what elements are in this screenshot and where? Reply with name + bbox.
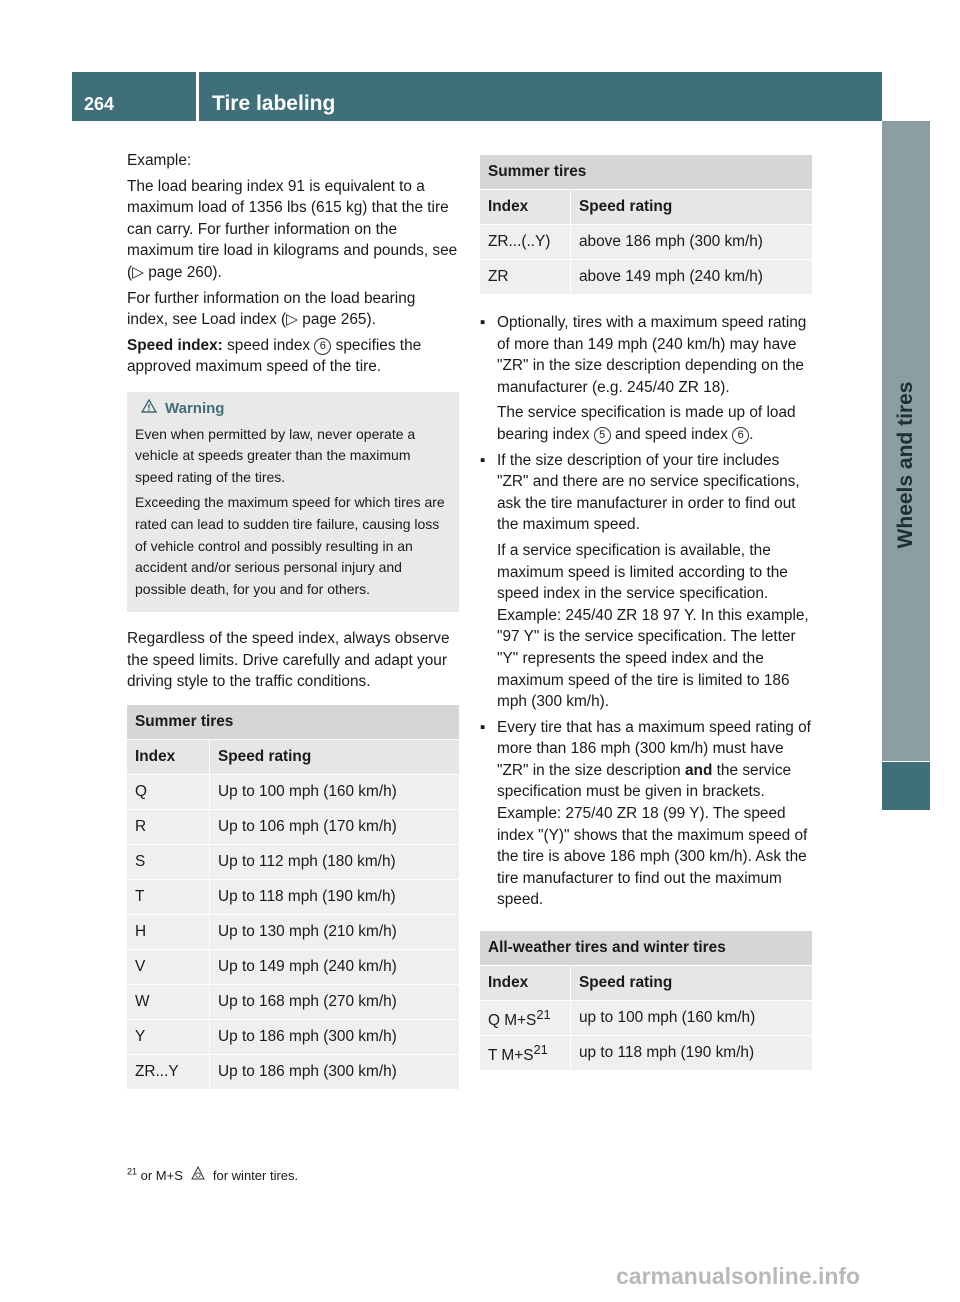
table-caption: All-weather tires and winter tires [480,931,812,966]
row-index: Y [127,1020,210,1055]
bullet-3-text-b: the service specification must be given in brackets. Example: 275/40 ZR 18 (99 Y). The speed index "(Y)" shows that the maximum speed of the tire is above 186 mph (300 km/h). Ask the tire manufacturer to find out the maximum speed. [497,761,808,909]
row-rating: above 186 mph (300 km/h) [571,225,813,260]
table-row [480,260,812,295]
row-rating: Up to 100 mph (160 km/h) [210,775,460,810]
row-rating: Up to 149 mph (240 km/h) [210,950,460,985]
footnote [127,1166,298,1183]
bullet-3-text [497,717,812,911]
circled-number-6: 6 [732,427,749,444]
table-header-index: Index [127,740,210,775]
table-caption: Summer tires [480,155,812,190]
row-rating: Up to 186 mph (300 km/h) [210,1055,460,1090]
table-header-index: Index [480,966,571,1001]
bullet-list [480,312,812,911]
bullet-3-and: and [685,761,713,779]
table-row [127,950,459,985]
row-index [480,1036,571,1071]
row-rating: above 149 mph (240 km/h) [571,260,813,295]
paragraph-load-index: The load bearing index 91 is equivalent to a maximum load of 1356 lbs (615 kg) that the tire can carry. For further information on the maximum tire load in kilograms and pounds, see (▷ page 260). [127,177,458,281]
row-index: ZR...Y [127,1055,210,1090]
bullet-1-sub-b: and speed index [610,425,733,443]
row-index: H [127,915,210,950]
row-rating: up to 100 mph (160 km/h) [571,1001,813,1036]
bullet-2-text: ▪ If the size description of your tire includes "ZR" and there are no service specifications, ask the tire manufacturer in order to find out the maximum speed. [497,451,800,534]
row-index-text: Q M+S [488,1012,537,1030]
row-rating: Up to 186 mph (300 km/h) [210,1020,460,1055]
bullet-1-sub-c: . [749,425,754,443]
table-row [127,985,459,1020]
page-number: 264 [84,94,115,114]
row-index: W [127,985,210,1020]
warning-title-text: Warning [165,399,225,417]
footnote-number: 21 [127,1166,138,1177]
all-weather-winter-tires-table [480,931,812,1070]
speed-index-text-b: specifies the approved maximum speed of the tire. [127,336,422,376]
table-row [127,1020,459,1055]
section-side-tab [882,121,930,761]
list-item [480,717,812,911]
table-header-speed-rating: Speed rating [571,190,813,225]
speed-index-label: Speed index: [127,336,223,354]
row-index: Q [127,775,210,810]
circled-number-6: 6 [314,338,331,355]
table-row [127,845,459,880]
row-rating: Up to 168 mph (270 km/h) [210,985,460,1020]
warning-paragraph-2: Exceeding the maximum speed for which tires are rated can lead to sudden tire failure, causing loss of vehicle control and possibly resulting in an accident and/or serious personal injury and possible death, for you and for others. [135,494,445,597]
bullet-1-text: ▪ Optionally, tires with a maximum speed rating of more than 149 mph (240 km/h) may have "ZR" in the size description depending on the manufacturer (e.g. 245/40 ZR 18). [497,314,807,396]
section-side-marker [882,762,930,810]
footnote-ref: 21 [536,1007,551,1023]
table-header-speed-rating: Speed rating [210,740,460,775]
speed-index-text-a: speed index [222,336,315,354]
summer-tires-table [127,705,459,1089]
footnote-text-b: for winter tires. [212,1168,299,1183]
left-column [127,150,459,1089]
table-row [480,1001,812,1036]
list-item [480,312,812,446]
row-rating: Up to 130 mph (210 km/h) [210,915,460,950]
bullet-1-subtext [497,402,812,445]
right-column [480,155,812,1070]
row-index: ZR [480,260,571,295]
warning-box [127,392,459,612]
footnote-ref: 21 [533,1042,548,1058]
bullet-2-subtext: If a service specification is available, the maximum speed is limited according to the speed index in the service specification. Example: 245/40 ZR 18 97 Y. In this example, "97 Y" is the service specification. The letter "Y" represents the speed index and the maximum speed of the tire is limited to 186 mph (300 km/h). [497,541,809,711]
bullet-3-text-a: Every tire that has a maximum speed rating of more than 186 mph (300 km/h) must have "ZR" in the size description [497,718,811,779]
page-title: Tire labeling [212,92,336,115]
table-header-speed-rating: Speed rating [571,966,813,1001]
bullet-1-sub-a: The service specification is made up of load bearing index [497,404,796,443]
table-row [127,880,459,915]
table-row [480,225,812,260]
section-side-tab-label: Wheels and tires [894,381,917,549]
row-rating: Up to 112 mph (180 km/h) [210,845,460,880]
table-caption: Summer tires [127,705,459,740]
header-separator [196,72,199,121]
row-index: S [127,845,210,880]
circled-number-5: 5 [594,427,611,444]
table-row [127,775,459,810]
table-row [127,915,459,950]
row-index: V [127,950,210,985]
paragraph-load-bearing-info: For further information on the load bearing index, see Load index (▷ page 265). [127,289,416,329]
row-index [480,1001,571,1036]
row-index: R [127,810,210,845]
footnote-text-a: or M+S [137,1168,183,1183]
warning-title [135,398,451,420]
table-row [127,810,459,845]
row-rating: Up to 118 mph (190 km/h) [210,880,460,915]
row-index-text: T M+S [488,1047,534,1065]
list-item [480,450,812,713]
paragraph-speed-index [127,335,459,378]
table-header-index: Index [480,190,571,225]
summer-tires-table-continued [480,155,812,294]
table-row [480,1036,812,1071]
snowflake-mountain-icon [191,1166,205,1183]
row-rating: up to 118 mph (190 km/h) [571,1036,813,1071]
warning-triangle-icon [141,398,157,420]
warning-paragraph-1: Even when permitted by law, never operate a vehicle at speeds greater than the maximum speed rating of the tires. [135,425,416,485]
page-header [72,72,882,121]
row-index: ZR...(..Y) [480,225,571,260]
example-label: Example: [127,152,192,169]
row-index: T [127,880,210,915]
row-rating: Up to 106 mph (170 km/h) [210,810,460,845]
paragraph-speed-limits: Regardless of the speed index, always observe the speed limits. Drive carefully and adapt your driving style to the traffic conditions. [127,630,450,691]
table-row [127,1055,459,1090]
watermark: carmanualsonline.info [616,1263,861,1289]
